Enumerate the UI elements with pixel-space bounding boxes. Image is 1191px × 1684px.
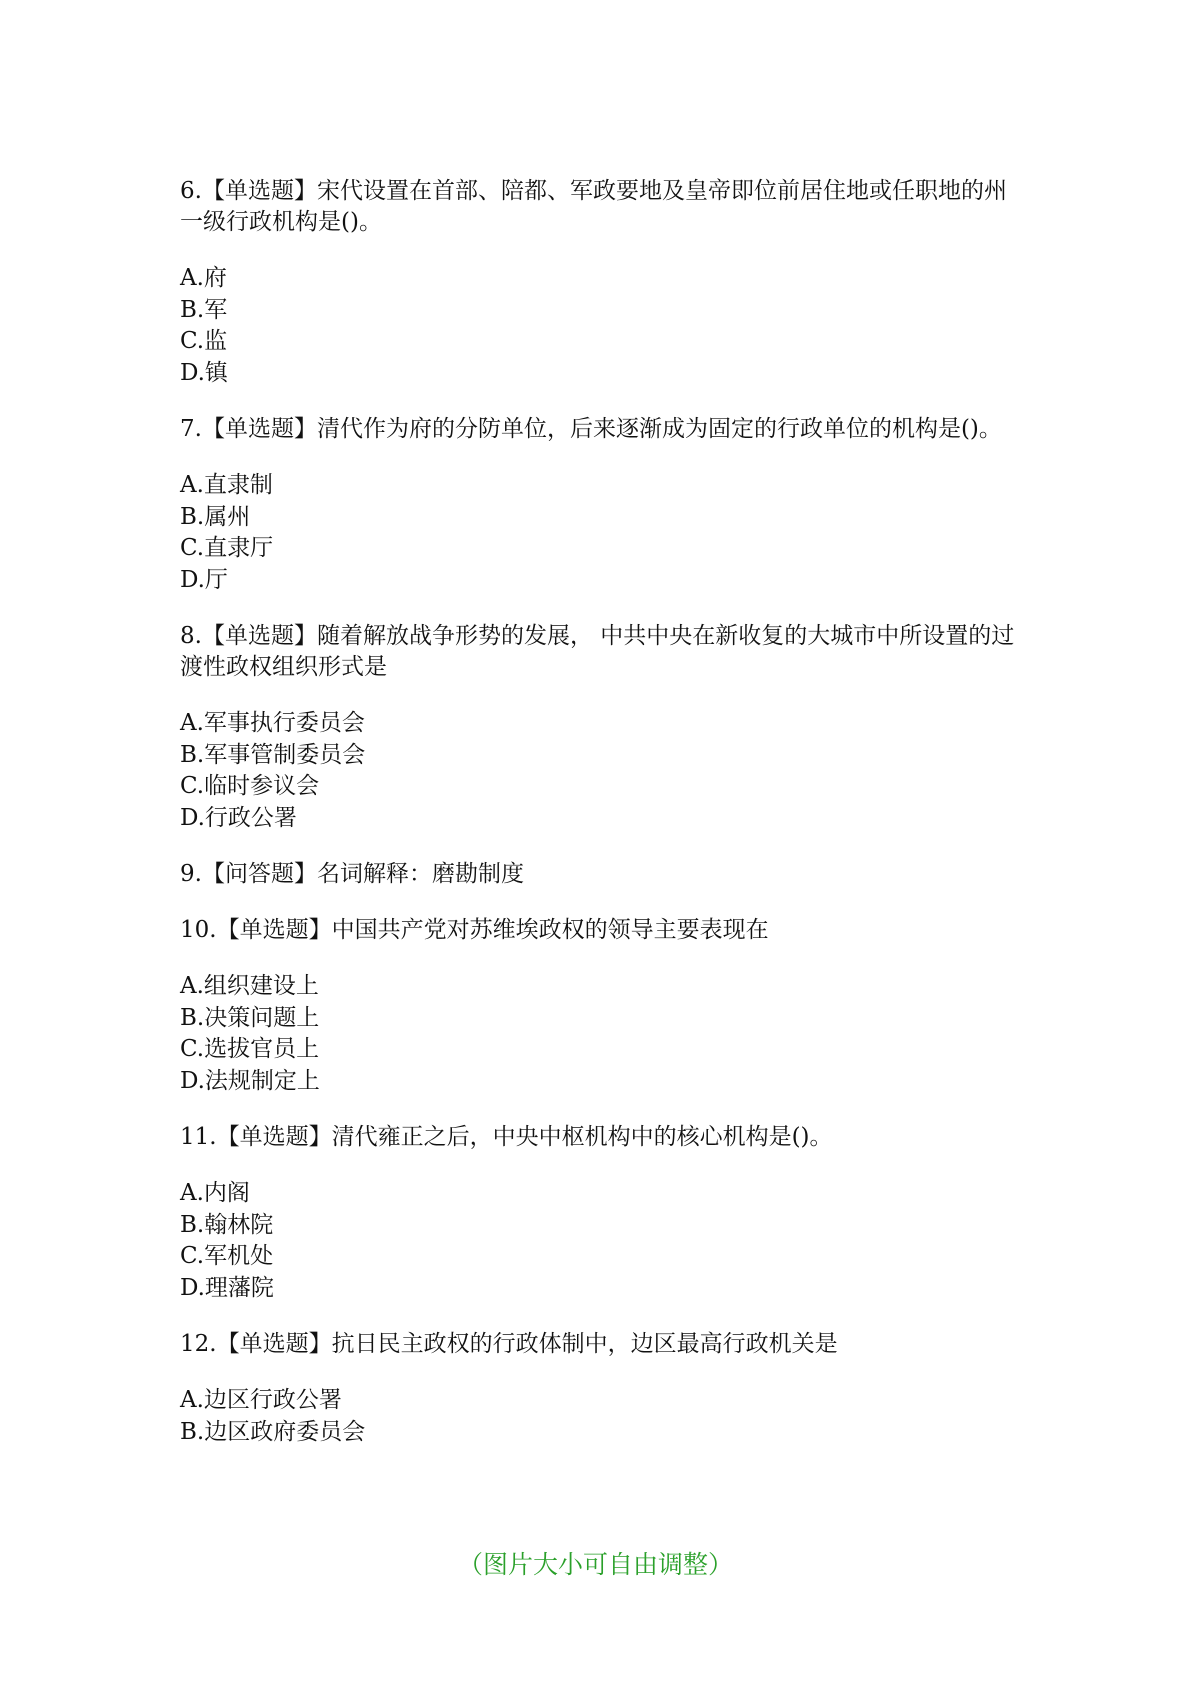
question-stem: 7.【单选题】清代作为府的分防单位，后来逐渐成为固定的行政单位的机构是()。 <box>180 416 1002 442</box>
option-d: D.厅 <box>180 566 228 593</box>
option-c: C.军机处 <box>180 1243 274 1269</box>
option-list <box>180 971 1020 1097</box>
option-list <box>180 1385 1020 1448</box>
question-11 <box>180 1122 1020 1304</box>
question-10 <box>180 915 1020 1097</box>
resize-note: （图片大小可自由调整） <box>457 1550 733 1579</box>
question-stem: 6.【单选题】宋代设置在首部、陪都、军政要地及皇帝即位前居住地或任职地的州一级行政机构是()。 <box>180 178 1007 235</box>
option-list <box>180 708 1020 834</box>
document-body <box>180 176 1020 1473</box>
question-8 <box>180 621 1020 834</box>
question-9 <box>180 859 1020 890</box>
option-d: D.镇 <box>180 359 228 386</box>
option-b: B.决策问题上 <box>180 1004 320 1031</box>
question-stem: 10.【单选题】中国共产党对苏维埃政权的领导主要表现在 <box>180 917 769 943</box>
question-12 <box>180 1329 1020 1448</box>
question-stem: 9.【问答题】名词解释：磨勘制度 <box>180 861 524 887</box>
question-stem: 11.【单选题】清代雍正之后，中央中枢机构中的核心机构是()。 <box>180 1124 833 1150</box>
option-b: B.军 <box>180 296 228 323</box>
option-d: D.行政公署 <box>180 804 297 831</box>
option-list <box>180 470 1020 596</box>
option-a: A.边区行政公署 <box>180 1387 342 1413</box>
option-b: B.翰林院 <box>180 1211 274 1238</box>
option-a: A.军事执行委员会 <box>180 710 365 736</box>
option-b: B.属州 <box>180 503 251 530</box>
option-a: A.组织建设上 <box>180 973 319 999</box>
question-6 <box>180 176 1020 389</box>
option-c: C.监 <box>180 328 228 354</box>
option-a: A.内阁 <box>180 1180 250 1206</box>
option-list <box>180 1178 1020 1304</box>
option-c: C.临时参议会 <box>180 773 320 799</box>
option-d: D.法规制定上 <box>180 1067 320 1094</box>
question-stem: 12.【单选题】抗日民主政权的行政体制中，边区最高行政机关是 <box>180 1331 838 1357</box>
option-b: B.边区政府委员会 <box>180 1418 366 1445</box>
option-d: D.理藩院 <box>180 1274 274 1301</box>
option-list <box>180 263 1020 389</box>
option-a: A.府 <box>180 265 227 291</box>
option-b: B.军事管制委员会 <box>180 741 366 768</box>
question-7 <box>180 414 1020 596</box>
option-c: C.选拔官员上 <box>180 1036 320 1062</box>
option-c: C.直隶厅 <box>180 535 274 561</box>
question-stem: 8.【单选题】随着解放战争形势的发展， 中共中央在新收复的大城市中所设置的过渡性政权组织形式是 <box>180 623 1015 680</box>
option-a: A.直隶制 <box>180 472 273 498</box>
